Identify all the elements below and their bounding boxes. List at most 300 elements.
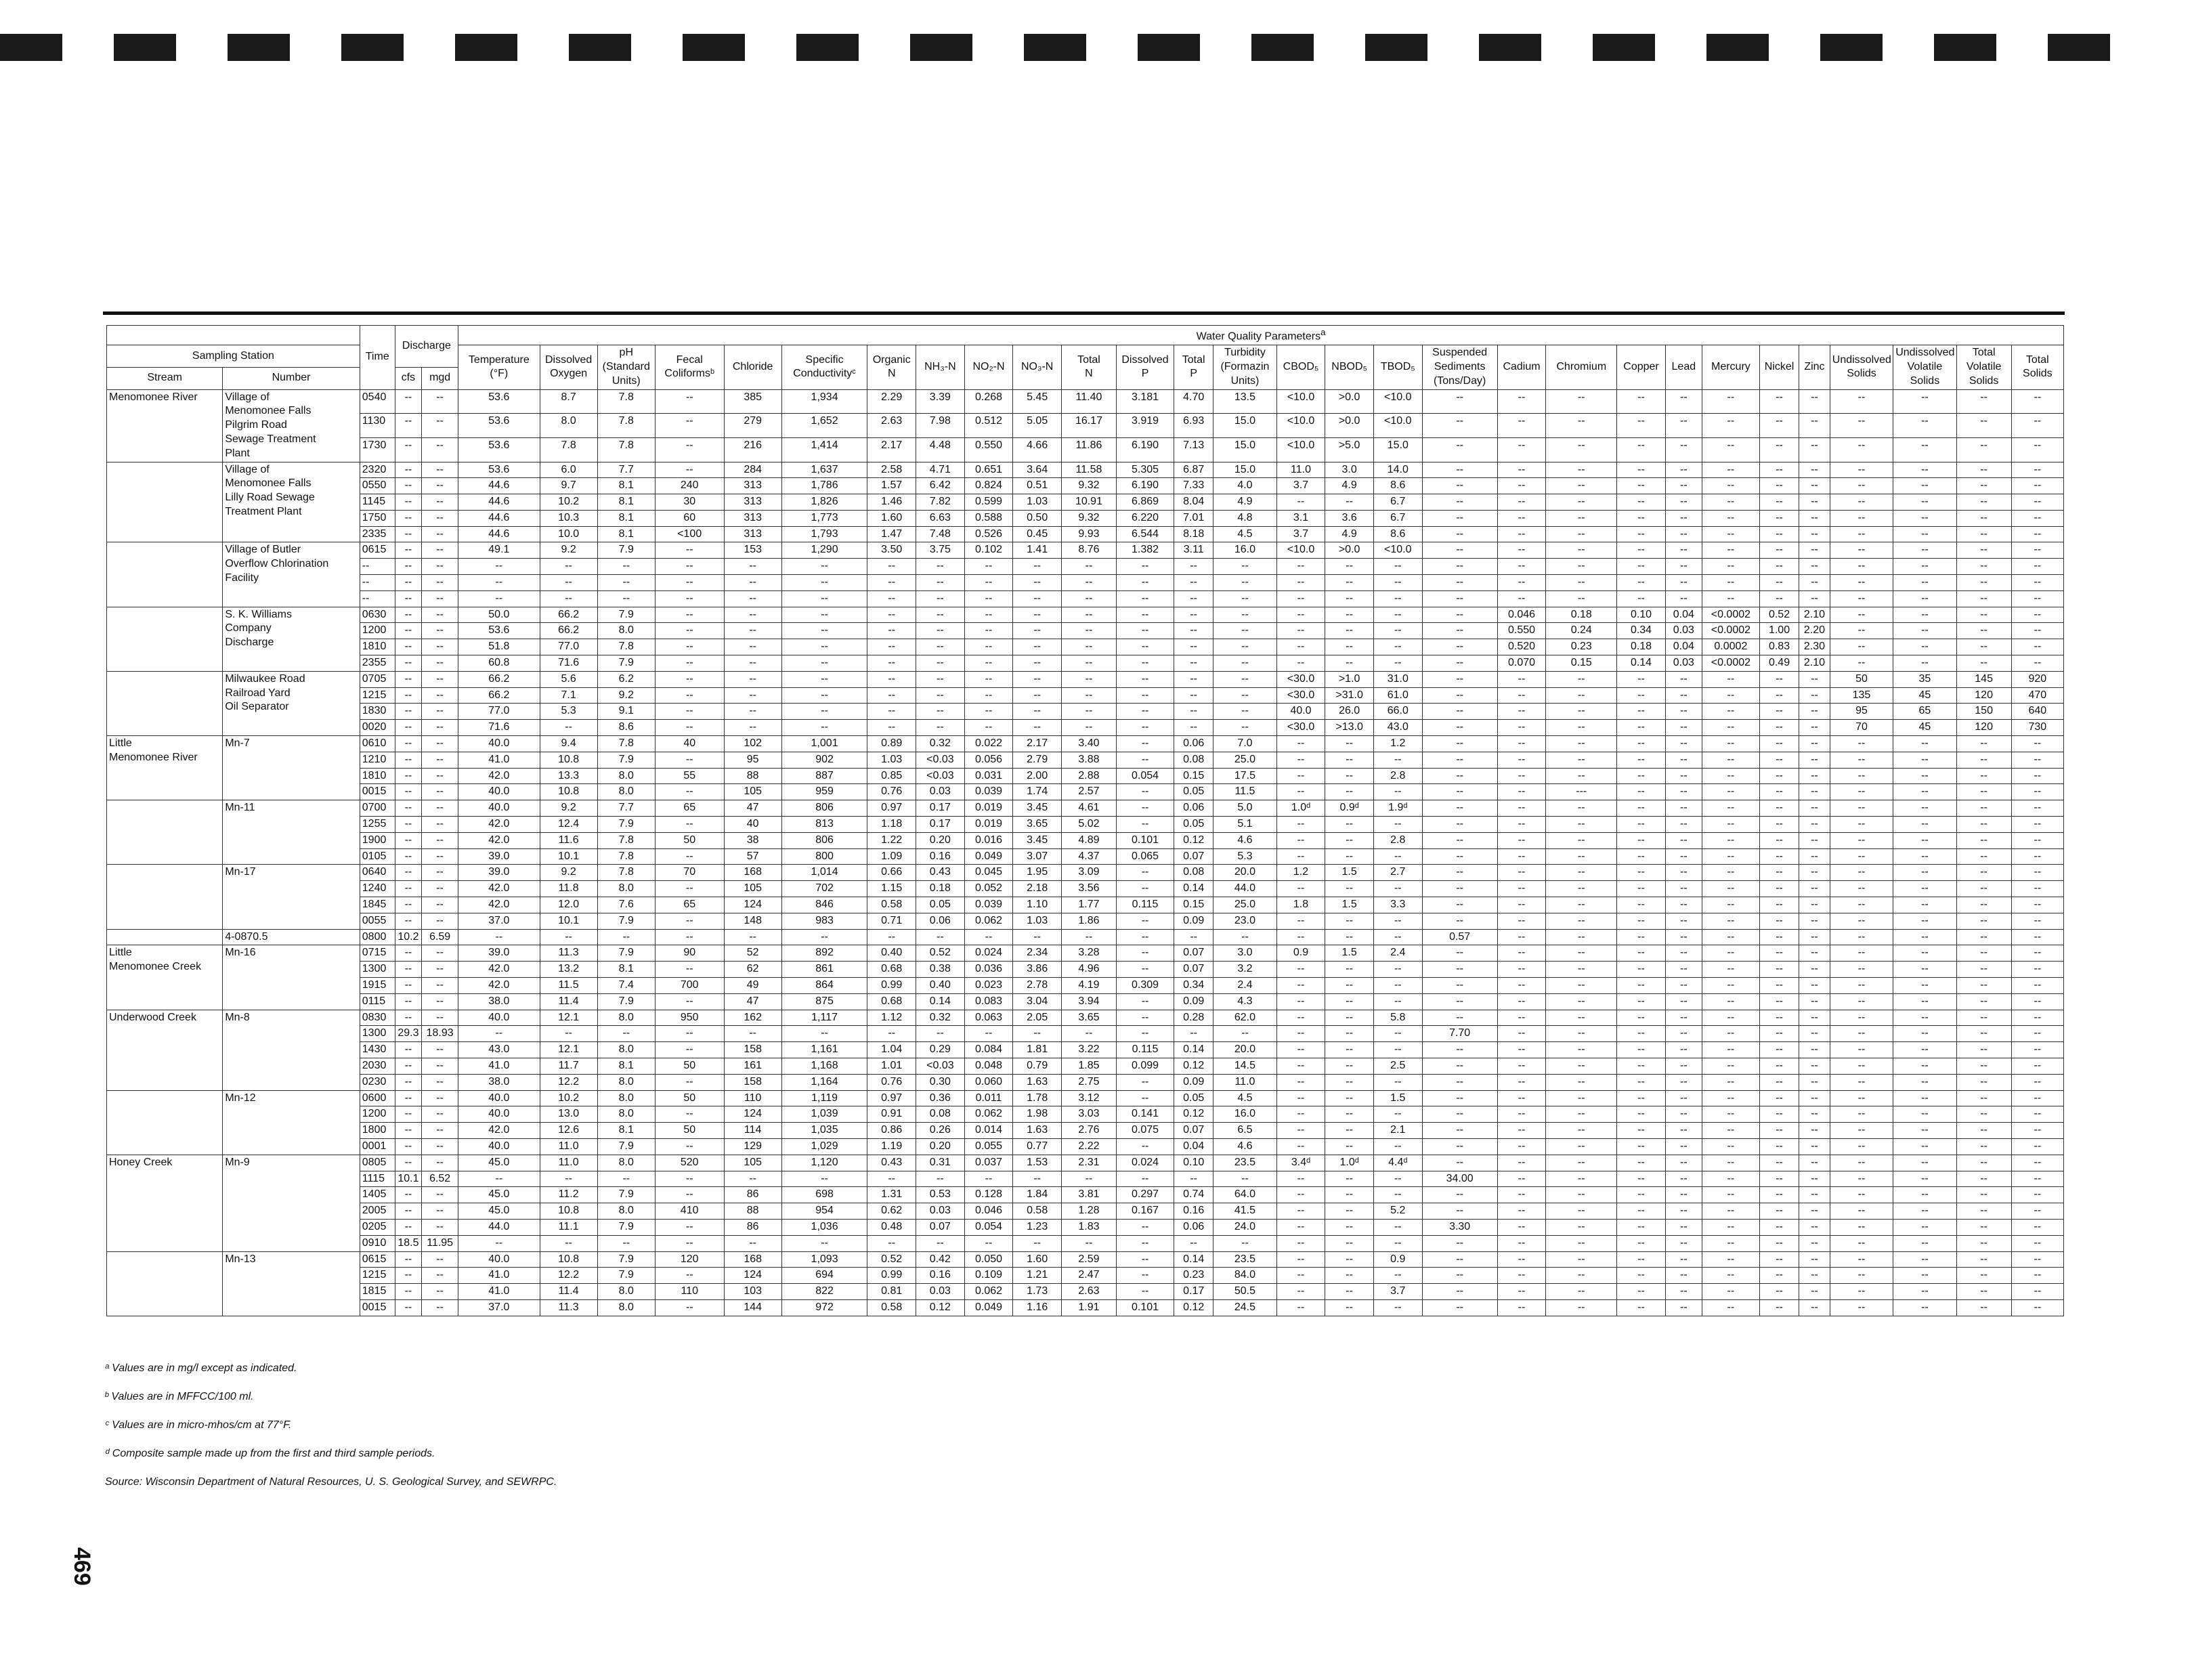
value-cell: -- (1799, 913, 1830, 929)
table-row (107, 768, 2064, 784)
value-cell: -- (1830, 945, 1893, 962)
value-cell: 38.0 (458, 993, 540, 1010)
value-cell: 0.52 (916, 945, 965, 962)
value-cell: -- (1702, 929, 1759, 945)
value-cell: -- (1325, 962, 1374, 978)
value-cell: -- (655, 437, 724, 462)
value-cell: -- (395, 784, 421, 800)
value-cell: -- (916, 1171, 965, 1187)
value-cell: -- (1422, 389, 1497, 414)
value-cell: 11.86 (1061, 437, 1116, 462)
value-cell: -- (1422, 623, 1497, 639)
value-cell: -- (1325, 1235, 1374, 1251)
value-cell: -- (1956, 768, 2011, 784)
value-cell: -- (2011, 817, 2063, 833)
value-cell: 0.03 (916, 784, 965, 800)
discharge-header: Discharge (395, 326, 458, 368)
value-cell: -- (1702, 1042, 1759, 1058)
table-row (107, 494, 2064, 511)
value-cell: -- (395, 1042, 421, 1058)
value-cell: -- (1759, 478, 1799, 494)
time-cell: 0615 (360, 542, 395, 559)
value-cell: -- (867, 704, 916, 720)
value-cell: 51.8 (458, 639, 540, 655)
value-cell: 0.09 (1174, 1074, 1213, 1090)
value-cell: 110 (724, 1090, 781, 1106)
value-cell: 284 (724, 462, 781, 478)
sampling-station-blank (107, 326, 360, 345)
value-cell: -- (395, 607, 421, 623)
value-cell: -- (395, 1074, 421, 1090)
value-cell: -- (422, 945, 458, 962)
table-row (107, 1299, 2064, 1316)
value-cell: 10.8 (540, 784, 597, 800)
value-cell: -- (1830, 1138, 1893, 1155)
value-cell: -- (422, 978, 458, 994)
value-cell: 2.88 (1061, 768, 1116, 784)
value-cell: -- (1617, 510, 1666, 526)
value-cell: 0.07 (1174, 1123, 1213, 1139)
value-cell: -- (1799, 865, 1830, 881)
value-cell: 11.0 (540, 1138, 597, 1155)
value-cell: 875 (781, 993, 867, 1010)
value-cell: -- (1759, 389, 1799, 414)
value-cell: 0.68 (867, 993, 916, 1010)
value-cell: -- (1665, 784, 1702, 800)
value-cell: -- (1546, 671, 1617, 687)
value-cell: -- (1422, 1123, 1497, 1139)
value-cell: -- (1422, 590, 1497, 607)
value-cell: 0.15 (1174, 768, 1213, 784)
value-cell: -- (1422, 993, 1497, 1010)
value-cell: -- (1276, 590, 1325, 607)
value-cell: -- (1373, 1219, 1422, 1235)
value-cell: -- (655, 607, 724, 623)
time-cell: -- (360, 590, 395, 607)
value-cell: -- (1617, 800, 1666, 817)
value-cell: -- (1497, 945, 1546, 962)
param-header: Copper (1617, 345, 1666, 389)
value-cell: 25.0 (1213, 752, 1276, 768)
value-cell: 861 (781, 962, 867, 978)
value-cell: 0.824 (964, 478, 1013, 494)
table-row (107, 542, 2064, 559)
value-cell: 1.47 (867, 526, 916, 542)
value-cell: -- (1702, 1010, 1759, 1026)
value-cell: -- (1956, 1203, 2011, 1220)
value-cell: -- (2011, 542, 2063, 559)
value-cell: -- (867, 1026, 916, 1042)
table-row (107, 478, 2064, 494)
value-cell: 44.6 (458, 510, 540, 526)
value-cell: -- (724, 1171, 781, 1187)
value-cell: -- (1617, 736, 1666, 752)
value-cell: 60.8 (458, 655, 540, 672)
table-row (107, 865, 2064, 881)
value-cell: -- (1546, 897, 1617, 913)
value-cell: -- (1893, 800, 1956, 817)
value-cell: -- (1799, 962, 1830, 978)
value-cell: -- (1497, 510, 1546, 526)
value-cell: -- (1830, 1299, 1893, 1316)
value-cell: -- (1617, 1235, 1666, 1251)
value-cell: 9.4 (540, 736, 597, 752)
value-cell: 1.382 (1116, 542, 1174, 559)
value-cell: 1,036 (781, 1219, 867, 1235)
value-cell: -- (1759, 848, 1799, 865)
value-cell: 2.59 (1061, 1251, 1116, 1268)
value-cell: -- (1497, 542, 1546, 559)
value-cell: 161 (724, 1058, 781, 1074)
value-cell: 11.40 (1061, 389, 1116, 414)
value-cell: 2.29 (867, 389, 916, 414)
value-cell: -- (1893, 1042, 1956, 1058)
value-cell: -- (1116, 945, 1174, 962)
value-cell: -- (1497, 1155, 1546, 1171)
value-cell: -- (1830, 462, 1893, 478)
value-cell: -- (1830, 1155, 1893, 1171)
value-cell: 45 (1893, 720, 1956, 736)
table-row (107, 1219, 2064, 1235)
value-cell: -- (1702, 945, 1759, 962)
param-header: Mercury (1702, 345, 1759, 389)
value-cell: -- (724, 1235, 781, 1251)
value-cell: 0.58 (867, 1299, 916, 1316)
value-cell: -- (916, 704, 965, 720)
value-cell: 49 (724, 978, 781, 994)
value-cell: -- (1665, 687, 1702, 704)
value-cell: 3.04 (1013, 993, 1062, 1010)
value-cell: -- (1830, 1010, 1893, 1026)
value-cell: 0.065 (1116, 848, 1174, 865)
value-cell: 8.0 (597, 768, 655, 784)
value-cell: -- (1546, 478, 1617, 494)
value-cell: -- (1759, 1123, 1799, 1139)
value-cell: -- (1373, 607, 1422, 623)
value-cell: 41.0 (458, 1284, 540, 1300)
value-cell: -- (1956, 590, 2011, 607)
value-cell: -- (1617, 1171, 1666, 1187)
value-cell: 2.18 (1013, 881, 1062, 897)
value-cell: -- (1497, 1026, 1546, 1042)
value-cell: -- (916, 1026, 965, 1042)
value-cell: -- (1799, 510, 1830, 526)
value-cell: -- (655, 704, 724, 720)
table-row (107, 752, 2064, 768)
value-cell: -- (1422, 526, 1497, 542)
time-cell: 2335 (360, 526, 395, 542)
value-cell: 0.512 (964, 414, 1013, 438)
value-cell: -- (1759, 1042, 1799, 1058)
value-cell: -- (964, 1171, 1013, 1187)
value-cell: 892 (781, 945, 867, 962)
value-cell: 4.9 (1213, 494, 1276, 511)
table-row (107, 590, 2064, 607)
value-cell: -- (395, 510, 421, 526)
value-cell: 0.40 (916, 978, 965, 994)
value-cell: <10.0 (1373, 542, 1422, 559)
value-cell: -- (724, 1026, 781, 1042)
value-cell: 0.588 (964, 510, 1013, 526)
registration-mark (796, 34, 859, 61)
value-cell: -- (1497, 1106, 1546, 1123)
value-cell: -- (2011, 510, 2063, 526)
value-cell: -- (1013, 1026, 1062, 1042)
value-cell: -- (1893, 526, 1956, 542)
value-cell: 5.305 (1116, 462, 1174, 478)
value-cell: -- (1013, 607, 1062, 623)
value-cell: 640 (2011, 704, 2063, 720)
value-cell: -- (1116, 559, 1174, 575)
value-cell: 0.09 (1174, 993, 1213, 1010)
value-cell: -- (867, 1171, 916, 1187)
value-cell: -- (1422, 1058, 1497, 1074)
value-cell: 34.00 (1422, 1171, 1497, 1187)
value-cell: -- (1276, 1268, 1325, 1284)
value-cell: 0.12 (1174, 1299, 1213, 1316)
value-cell: -- (916, 1235, 965, 1251)
value-cell: -- (724, 655, 781, 672)
value-cell: -- (395, 704, 421, 720)
value-cell: -- (1665, 720, 1702, 736)
value-cell: -- (2011, 1268, 2063, 1284)
value-cell: -- (1893, 752, 1956, 768)
value-cell: -- (1759, 736, 1799, 752)
time-cell: 1900 (360, 832, 395, 848)
value-cell: 1.12 (867, 1010, 916, 1026)
value-cell: 864 (781, 978, 867, 994)
value-cell: -- (1373, 929, 1422, 945)
value-cell: 1.86 (1061, 913, 1116, 929)
value-cell: 3.07 (1013, 848, 1062, 865)
value-cell: -- (1893, 897, 1956, 913)
value-cell: -- (540, 1171, 597, 1187)
value-cell: -- (1497, 1219, 1546, 1235)
value-cell: 0.024 (1116, 1155, 1174, 1171)
value-cell: -- (1830, 1171, 1893, 1187)
registration-mark (341, 34, 404, 61)
param-header: Turbidity (Formazin Units) (1213, 345, 1276, 389)
value-cell: -- (395, 848, 421, 865)
value-cell: -- (1702, 1138, 1759, 1155)
table-row (107, 720, 2064, 736)
value-cell: 42.0 (458, 817, 540, 833)
water-quality-super-header-text: Water Quality Parameters (1196, 330, 1321, 343)
value-cell: -- (867, 590, 916, 607)
value-cell: 3.45 (1013, 800, 1062, 817)
table-row (107, 389, 2064, 414)
value-cell: -- (1174, 1235, 1213, 1251)
value-cell: 0.14 (916, 993, 965, 1010)
value-cell: -- (1373, 623, 1422, 639)
value-cell: -- (1956, 752, 2011, 768)
value-cell: -- (1422, 1042, 1497, 1058)
value-cell: 11.7 (540, 1058, 597, 1074)
value-cell: -- (781, 607, 867, 623)
value-cell: -- (1617, 913, 1666, 929)
value-cell: -- (1422, 510, 1497, 526)
value-cell: -- (1759, 978, 1799, 994)
value-cell: 0.101 (1116, 1299, 1174, 1316)
value-cell: -- (1759, 865, 1799, 881)
value-cell: -- (1422, 671, 1497, 687)
value-cell: -- (2011, 1171, 2063, 1187)
value-cell: 42.0 (458, 897, 540, 913)
value-cell: 6.869 (1116, 494, 1174, 511)
value-cell: 42.0 (458, 832, 540, 848)
value-cell: 700 (655, 978, 724, 994)
value-cell: 42.0 (458, 978, 540, 994)
value-cell: 3.3 (1373, 897, 1422, 913)
time-cell: 0001 (360, 1138, 395, 1155)
value-cell: 2.63 (867, 414, 916, 438)
value-cell: -- (2011, 897, 2063, 913)
value-cell: -- (1422, 1138, 1497, 1155)
value-cell: -- (2011, 865, 2063, 881)
value-cell: -- (1422, 1203, 1497, 1220)
value-cell: 10.2 (540, 1090, 597, 1106)
value-cell: -- (1546, 704, 1617, 720)
value-cell: -- (2011, 559, 2063, 575)
table-row (107, 575, 2064, 591)
value-cell: -- (1497, 865, 1546, 881)
value-cell: -- (1497, 1058, 1546, 1074)
value-cell: 0.12 (1174, 1106, 1213, 1123)
value-cell: -- (540, 590, 597, 607)
value-cell: -- (1799, 1299, 1830, 1316)
value-cell: 124 (724, 897, 781, 913)
value-cell: 129 (724, 1138, 781, 1155)
value-cell: -- (1497, 1138, 1546, 1155)
value-cell: -- (1830, 510, 1893, 526)
value-cell: 3.7 (1373, 1284, 1422, 1300)
value-cell: -- (597, 559, 655, 575)
value-cell: 3.03 (1061, 1106, 1116, 1123)
value-cell: 3.0 (1213, 945, 1276, 962)
value-cell: -- (916, 655, 965, 672)
value-cell: 0.08 (1174, 865, 1213, 881)
value-cell: -- (1956, 1026, 2011, 1042)
value-cell: -- (655, 389, 724, 414)
param-header: Undissolved Solids (1830, 345, 1893, 389)
value-cell: 3.65 (1013, 817, 1062, 833)
value-cell: -- (1276, 817, 1325, 833)
table-row (107, 623, 2064, 639)
value-cell: 8.6 (1373, 478, 1422, 494)
value-cell: 65 (655, 800, 724, 817)
value-cell: 0.68 (867, 962, 916, 978)
value-cell: -- (1276, 1010, 1325, 1026)
value-cell: -- (2011, 848, 2063, 865)
value-cell: 972 (781, 1299, 867, 1316)
value-cell: -- (395, 993, 421, 1010)
value-cell: -- (1799, 784, 1830, 800)
value-cell: -- (1759, 1026, 1799, 1042)
value-cell: -- (1497, 590, 1546, 607)
value-cell: -- (1013, 559, 1062, 575)
value-cell: -- (1956, 978, 2011, 994)
value-cell: -- (1702, 817, 1759, 833)
value-cell: -- (1116, 671, 1174, 687)
value-cell: -- (2011, 639, 2063, 655)
value-cell: 8.18 (1174, 526, 1213, 542)
value-cell: 3.28 (1061, 945, 1116, 962)
value-cell: 7.9 (597, 607, 655, 623)
value-cell: 0.07 (916, 1219, 965, 1235)
value-cell: -- (1422, 655, 1497, 672)
value-cell: 16.17 (1061, 414, 1116, 438)
value-cell: -- (781, 590, 867, 607)
value-cell: -- (1956, 542, 2011, 559)
value-cell: 8.6 (597, 720, 655, 736)
value-cell: 7.1 (540, 687, 597, 704)
value-cell: -- (2011, 945, 2063, 962)
value-cell: -- (395, 590, 421, 607)
value-cell: -- (1893, 1090, 1956, 1106)
registration-mark (228, 34, 290, 61)
value-cell: -- (1276, 559, 1325, 575)
value-cell: -- (540, 929, 597, 945)
value-cell: 0.99 (867, 978, 916, 994)
value-cell: -- (1799, 437, 1830, 462)
value-cell: 0.12 (916, 1299, 965, 1316)
value-cell: -- (1373, 1042, 1422, 1058)
value-cell: 5.1 (1213, 817, 1276, 833)
value-cell: 0.23 (1174, 1268, 1213, 1284)
value-cell: -- (1546, 1235, 1617, 1251)
value-cell: 4.5 (1213, 1090, 1276, 1106)
value-cell: -- (1546, 752, 1617, 768)
value-cell: 4.61 (1061, 800, 1116, 817)
value-cell: -- (867, 929, 916, 945)
value-cell: 8.1 (597, 1058, 655, 1074)
value-cell: 1,035 (781, 1123, 867, 1139)
value-cell: 0.12 (1174, 1058, 1213, 1074)
value-cell: -- (1373, 1171, 1422, 1187)
value-cell: 0.16 (1174, 1203, 1213, 1220)
value-cell: -- (964, 720, 1013, 736)
value-cell: -- (867, 575, 916, 591)
value-cell: 0.17 (916, 800, 965, 817)
value-cell: -- (422, 865, 458, 881)
stream-cell (107, 929, 223, 945)
value-cell: -- (867, 671, 916, 687)
value-cell: -- (1830, 623, 1893, 639)
value-cell: -- (1325, 1106, 1374, 1123)
value-cell: -- (458, 929, 540, 945)
value-cell: -- (1497, 768, 1546, 784)
value-cell: -- (1893, 542, 1956, 559)
time-cell: 0205 (360, 1219, 395, 1235)
value-cell: 11.58 (1061, 462, 1116, 478)
value-cell: -- (422, 993, 458, 1010)
value-cell: 1.0ᵈ (1325, 1155, 1374, 1171)
value-cell: -- (1325, 752, 1374, 768)
registration-mark (683, 34, 745, 61)
value-cell: 0.050 (964, 1251, 1013, 1268)
value-cell: 84.0 (1213, 1268, 1276, 1284)
value-cell: >31.0 (1325, 687, 1374, 704)
value-cell: -- (1702, 1219, 1759, 1235)
value-cell: -- (781, 623, 867, 639)
time-cell: 0115 (360, 993, 395, 1010)
station-number-cell: Village of Menomonee Falls Pilgrim Road Sewage Treatment Plant (223, 389, 360, 462)
value-cell: -- (1759, 494, 1799, 511)
value-cell: 3.86 (1013, 962, 1062, 978)
value-cell: 1.2 (1373, 736, 1422, 752)
value-cell: -- (1422, 494, 1497, 511)
value-cell: -- (1617, 720, 1666, 736)
